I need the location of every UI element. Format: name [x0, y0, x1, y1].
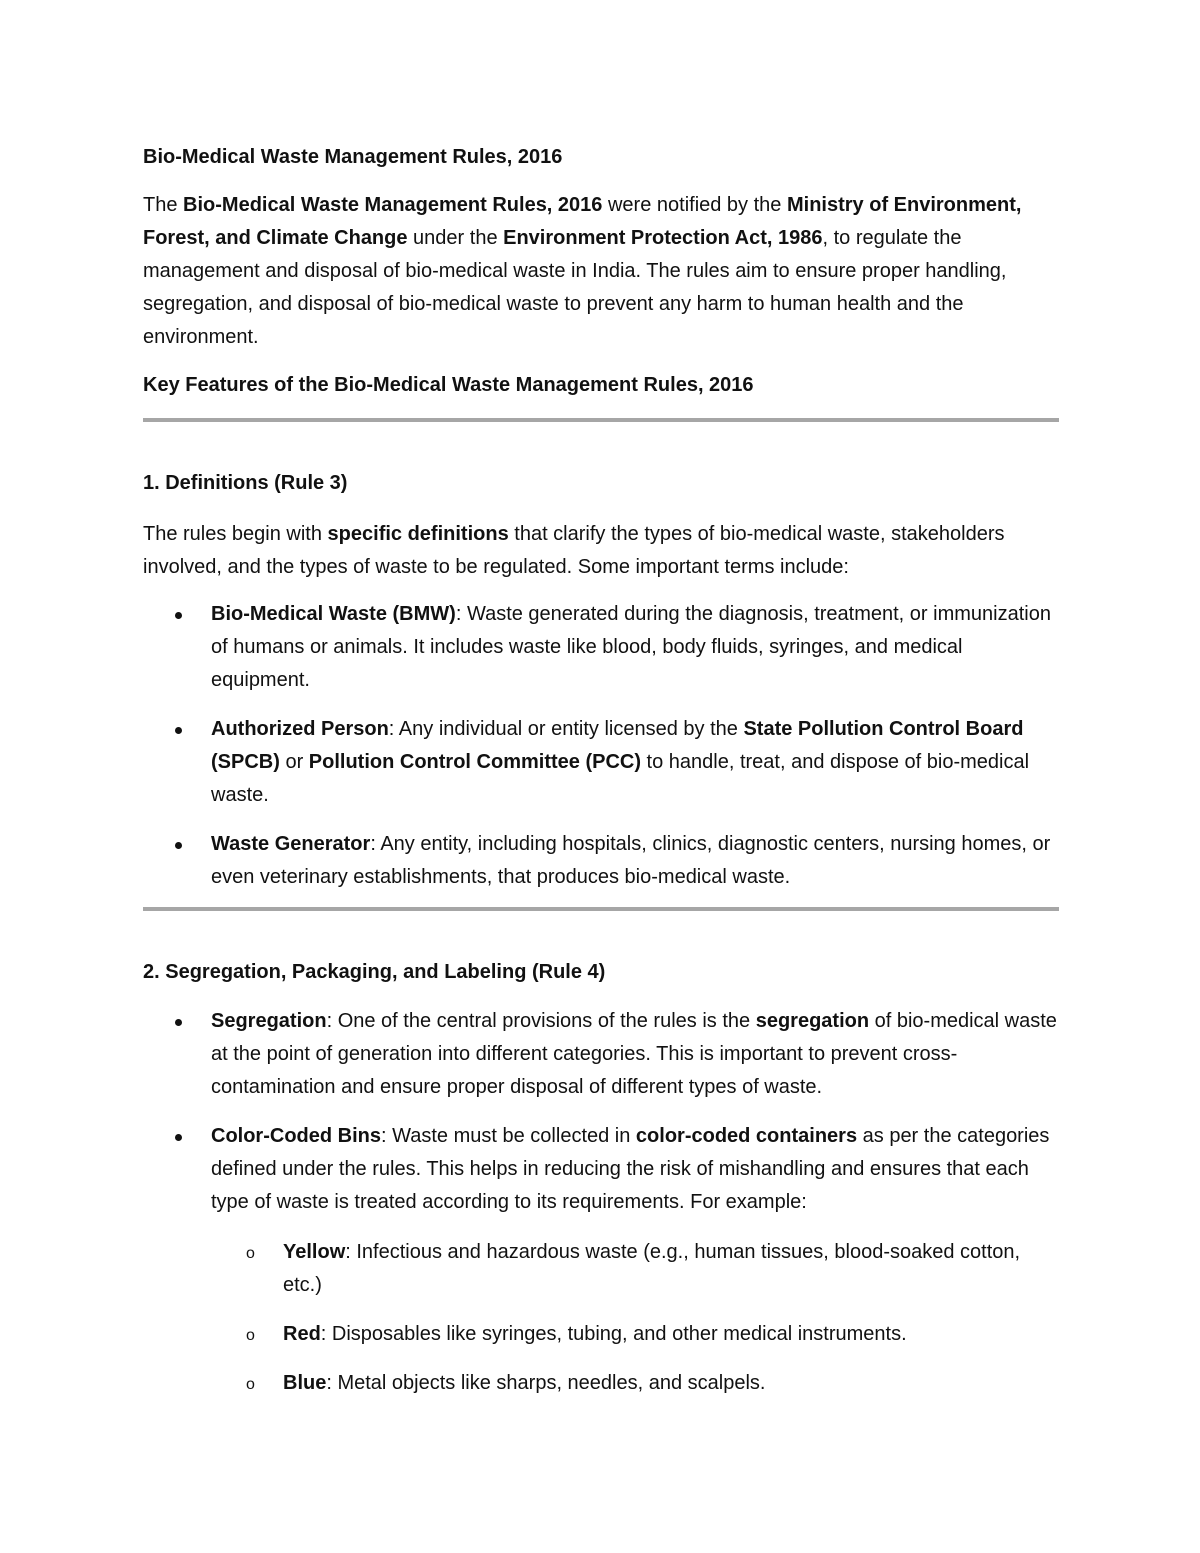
- list-item: [211, 1005, 1061, 1104]
- section-2-heading: 2. Segregation, Packaging, and Labeling (Rule 4): [143, 961, 606, 983]
- item-text: : Waste must be collected in: [381, 1125, 636, 1147]
- bullet-icon: [175, 1019, 182, 1026]
- list-item: [246, 1318, 1061, 1351]
- section-1-bullet-list: [211, 598, 1061, 910]
- definition-text: or: [279, 751, 309, 773]
- list-item: [211, 598, 1061, 697]
- term-authorized-person: Authorized Person: [211, 718, 389, 740]
- list-item: [211, 1120, 1061, 1219]
- term-color-coded-bins: Color-Coded Bins: [211, 1125, 381, 1147]
- section-1-heading: 1. Definitions (Rule 3): [143, 472, 348, 494]
- intro-text-1: The: [143, 194, 184, 216]
- hollow-bullet-icon: o: [246, 1376, 255, 1393]
- list-item: [211, 713, 1061, 812]
- bold-color-coded-containers: color-coded containers: [635, 1125, 858, 1147]
- item-text: : Metal objects like sharps, needles, and scalpels.: [326, 1372, 766, 1394]
- section-1-intro-text-2: that clarify the types of bio-medical waste, stakeholders involved, and the types of waste to be regulated. Some important terms include:: [143, 523, 1005, 578]
- bullet-icon: [175, 1134, 182, 1141]
- list-item: [246, 1367, 1061, 1400]
- intro-text-2: were notified by the: [602, 194, 787, 216]
- hollow-bullet-icon: o: [246, 1327, 255, 1344]
- item-text: as per the categories defined under the rules. This helps in reducing the risk of mishandling and ensures that each type of waste is treated according to its requirements. For example:: [211, 1125, 1050, 1213]
- term-segregation: Segregation: [211, 1010, 327, 1032]
- key-features-heading: Key Features of the Bio-Medical Waste Management Rules, 2016: [143, 374, 754, 396]
- term-yellow: Yellow: [283, 1241, 346, 1263]
- bold-segregation: segregation: [755, 1010, 870, 1032]
- section-1-intro: [143, 518, 1058, 584]
- section-2-bullet-list: [211, 1005, 1061, 1235]
- list-item: [246, 1236, 1061, 1302]
- item-text: of bio-medical waste at the point of generation into different categories. This is important to prevent cross-contamination and ensure proper disposal of different types of waste.: [211, 1010, 1057, 1098]
- definition-text: : Waste generated during the diagnosis, treatment, or immunization of humans or animals. It includes waste like blood, body fluids, syringes, and medical equipment.: [211, 603, 1051, 691]
- list-item: [211, 828, 1061, 894]
- term-blue: Blue: [283, 1372, 327, 1394]
- section-1-intro-text-1: The rules begin with: [143, 523, 328, 545]
- horizontal-rule: [143, 418, 1059, 422]
- intro-text-4: , to regulate the management and disposal of bio-medical waste in India. The rules aim to ensure proper handling, segregation, and disposal of bio-medical waste to prevent any harm to human health and the environment.: [143, 227, 1007, 348]
- term-bio-medical-waste: Bio-Medical Waste (BMW): [211, 603, 456, 625]
- definition-text: : Any entity, including hospitals, clinics, diagnostic centers, nursing homes, or even veterinary establishments, that produces bio-medical waste.: [211, 833, 1051, 888]
- bullet-icon: [175, 842, 182, 849]
- intro-bold-ministry: Ministry of Environment, Forest, and Climate Change: [143, 194, 1022, 249]
- term-waste-generator: Waste Generator: [211, 833, 371, 855]
- term-red: Red: [283, 1323, 321, 1345]
- item-text: : Disposables like syringes, tubing, and other medical instruments.: [320, 1323, 907, 1345]
- intro-text-3: under the: [407, 227, 504, 249]
- section-1-intro-bold: specific definitions: [327, 523, 509, 545]
- item-text: : One of the central provisions of the rules is the: [326, 1010, 756, 1032]
- intro-bold-act: Environment Protection Act, 1986: [503, 227, 823, 249]
- bullet-icon: [175, 727, 182, 734]
- document-title: Bio-Medical Waste Management Rules, 2016: [143, 146, 563, 168]
- term-pcc: Pollution Control Committee (PCC): [308, 751, 641, 773]
- intro-paragraph: [143, 189, 1058, 354]
- item-text: : Infectious and hazardous waste (e.g., human tissues, blood-soaked cotton, etc.): [283, 1241, 1021, 1296]
- color-code-sublist: [246, 1236, 1061, 1416]
- definition-text: to handle, treat, and dispose of bio-medical waste.: [211, 751, 1030, 806]
- bullet-icon: [175, 612, 182, 619]
- definition-text: : Any individual or entity licensed by the: [388, 718, 744, 740]
- hollow-bullet-icon: o: [246, 1245, 255, 1262]
- term-spcb: State Pollution Control Board (SPCB): [211, 718, 1024, 773]
- intro-bold-rules-name: Bio-Medical Waste Management Rules, 2016: [183, 194, 603, 216]
- horizontal-rule: [143, 907, 1059, 911]
